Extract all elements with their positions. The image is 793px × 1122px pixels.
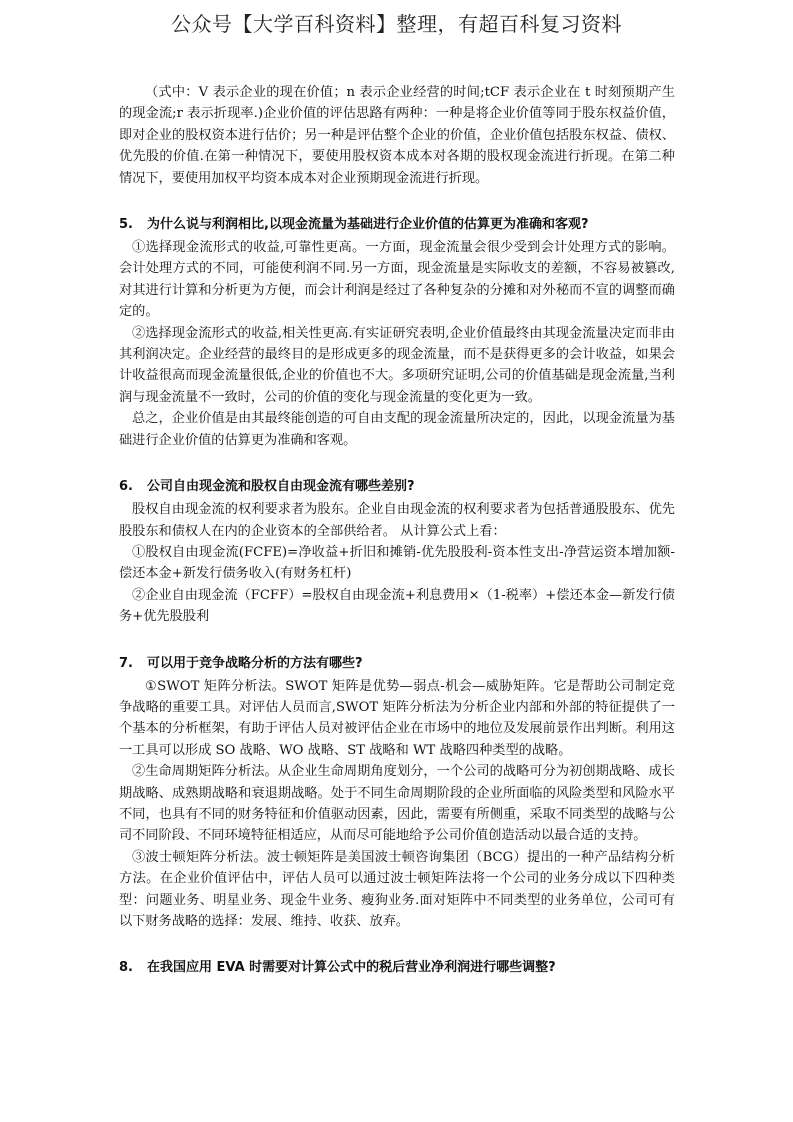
question-5-title bbox=[119, 215, 675, 235]
question-8-text: 在我国应用 EVA 时需要对计算公式中的税后营业净利润进行哪些调整? bbox=[147, 960, 556, 976]
question-7-number: 7. bbox=[119, 655, 133, 671]
question-5-paragraph-1: ①选择现金流形式的收益,可靠性更高。一方面，现金流量会很少受到会计处理方式的影响。会计处理方式的不同，可能使利润不同.另一方面，现金流量是实际收支的差额，不容易被篡改,对其进行计算和分析更为方便，而会计利润是经过了各种复杂的分摊和对外秘而不宣的调整而确定的。 bbox=[119, 240, 675, 320]
question-7-paragraph-3: ③波士顿矩阵分析法。波士顿矩阵是美国波士顿咨询集团（BCG）提出的一种产品结构分析方法。在企业价值评估中，评估人员可以通过波士顿矩阵法将一个公司的业务分成以下四种类型：问题业务、明星业务、现金牛业务、瘦狗业务.面对矩阵中不同类型的业务单位，公司可有以下财务战略的选择：发展、维持、收获、放弃。 bbox=[119, 849, 675, 929]
question-5-paragraph-2: ②选择现金流形式的收益,相关性更高.有实证研究表明,企业价值最终由其现金流量决定而非由其利润决定。企业经营的最终目的是形成更多的现金流量，而不是获得更多的会计收益，如果会计收益很高而现金流量很低,企业的价值也不大。多项研究证明,公司的价值基础是现金流量,当利润与现金流量不一致时，公司的价值的变化与现金流量的变化更为一致。 bbox=[119, 325, 675, 405]
question-5-text: 为什么说与利润相比,以现金流量为基础进行企业价值的估算更为准确和客观? bbox=[147, 217, 589, 233]
question-6-text: 公司自由现金流和股权自由现金流有哪些差别? bbox=[147, 479, 415, 495]
question-6-title bbox=[119, 477, 675, 497]
question-8-title bbox=[119, 958, 675, 978]
question-6-paragraph-1: 股权自由现金流的权利要求者为股东。企业自由现金流的权利要求者为包括普通股股东、优先股股东和债权人在内的企业资本的全部供给者。 从计算公式上看： bbox=[119, 502, 675, 539]
question-8-number: 8. bbox=[119, 960, 133, 976]
question-5-number: 5. bbox=[119, 217, 133, 233]
question-7-paragraph-1: ①SWOT 矩阵分析法。SWOT 矩阵是优势—弱点-机会—威胁矩阵。它是帮助公司制定竞争战略的重要工具。对评估人员而言,SWOT 矩阵分析法为分析企业内部和外部的特征提供了一个基本的分析框架，有助于评估人员对被评估企业在市场中的地位及发展前景作出判断。利用这一工具可以形成 SO 战略、WO 战略、ST 战略和 WT 战略四种类型的战略。 bbox=[119, 678, 675, 758]
question-5-paragraph-3: 总之，企业价值是由其最终能创造的可自由支配的现金流量所决定的，因此，以现金流量为基础进行企业价值的估算更为准确和客观。 bbox=[119, 411, 675, 448]
question-6-paragraph-3: ②企业自由现金流（FCFF）=股权自由现金流+利息费用×（1-税率）+偿还本金—新发行债务+优先股股利 bbox=[119, 587, 675, 625]
question-7-text: 可以用于竞争战略分析的方法有哪些? bbox=[147, 655, 363, 671]
intro-paragraph: （式中：V 表示企业的现在价值；n 表示企业经营的时间;tCF 表示企业在 t 时刻预期产生的现金流;r 表示折现率.)企业价值的评估思路有两种：一种是将企业价值等同于股东权益价值，即对企业的股权资本进行估价；另一种是评估整个企业的价值，企业价值包括股东权益、债权、优先股的价值.在第一种情况下，要使用股权资本成本对各期的股权现金流进行折现。在第二种情况下，要使用加权平均资本成本对企业预期现金流进行折现。 bbox=[119, 85, 675, 186]
question-7-paragraph-2: ②生命周期矩阵分析法。从企业生命周期角度划分，一个公司的战略可分为初创期战略、成长 期战略、成熟期战略和衰退期战略。处于不同生命周期阶段的企业所面临的风险类型和风险水平不同，也具有不同的财务特征和价值驱动因素，因此，需要有所侧重，采取不同类型的战略与公司不同阶段、不同环境特征相适应，从而尽可能地给予公司价值创造活动以最合适的支持。 bbox=[119, 764, 675, 844]
page-header: 公众号【大学百科资料】整理，有超百科复习资料 bbox=[171, 12, 622, 36]
document-body bbox=[119, 82, 675, 980]
question-6-paragraph-2: ①股权自由现金流(FCFE)=净收益+折旧和摊销-优先股股利-资本性支出-净营运资本增加额-偿还本金+新发行债务收入(有财务杠杆) bbox=[119, 544, 675, 582]
question-6-number: 6. bbox=[119, 479, 133, 495]
question-7-title bbox=[119, 654, 675, 674]
